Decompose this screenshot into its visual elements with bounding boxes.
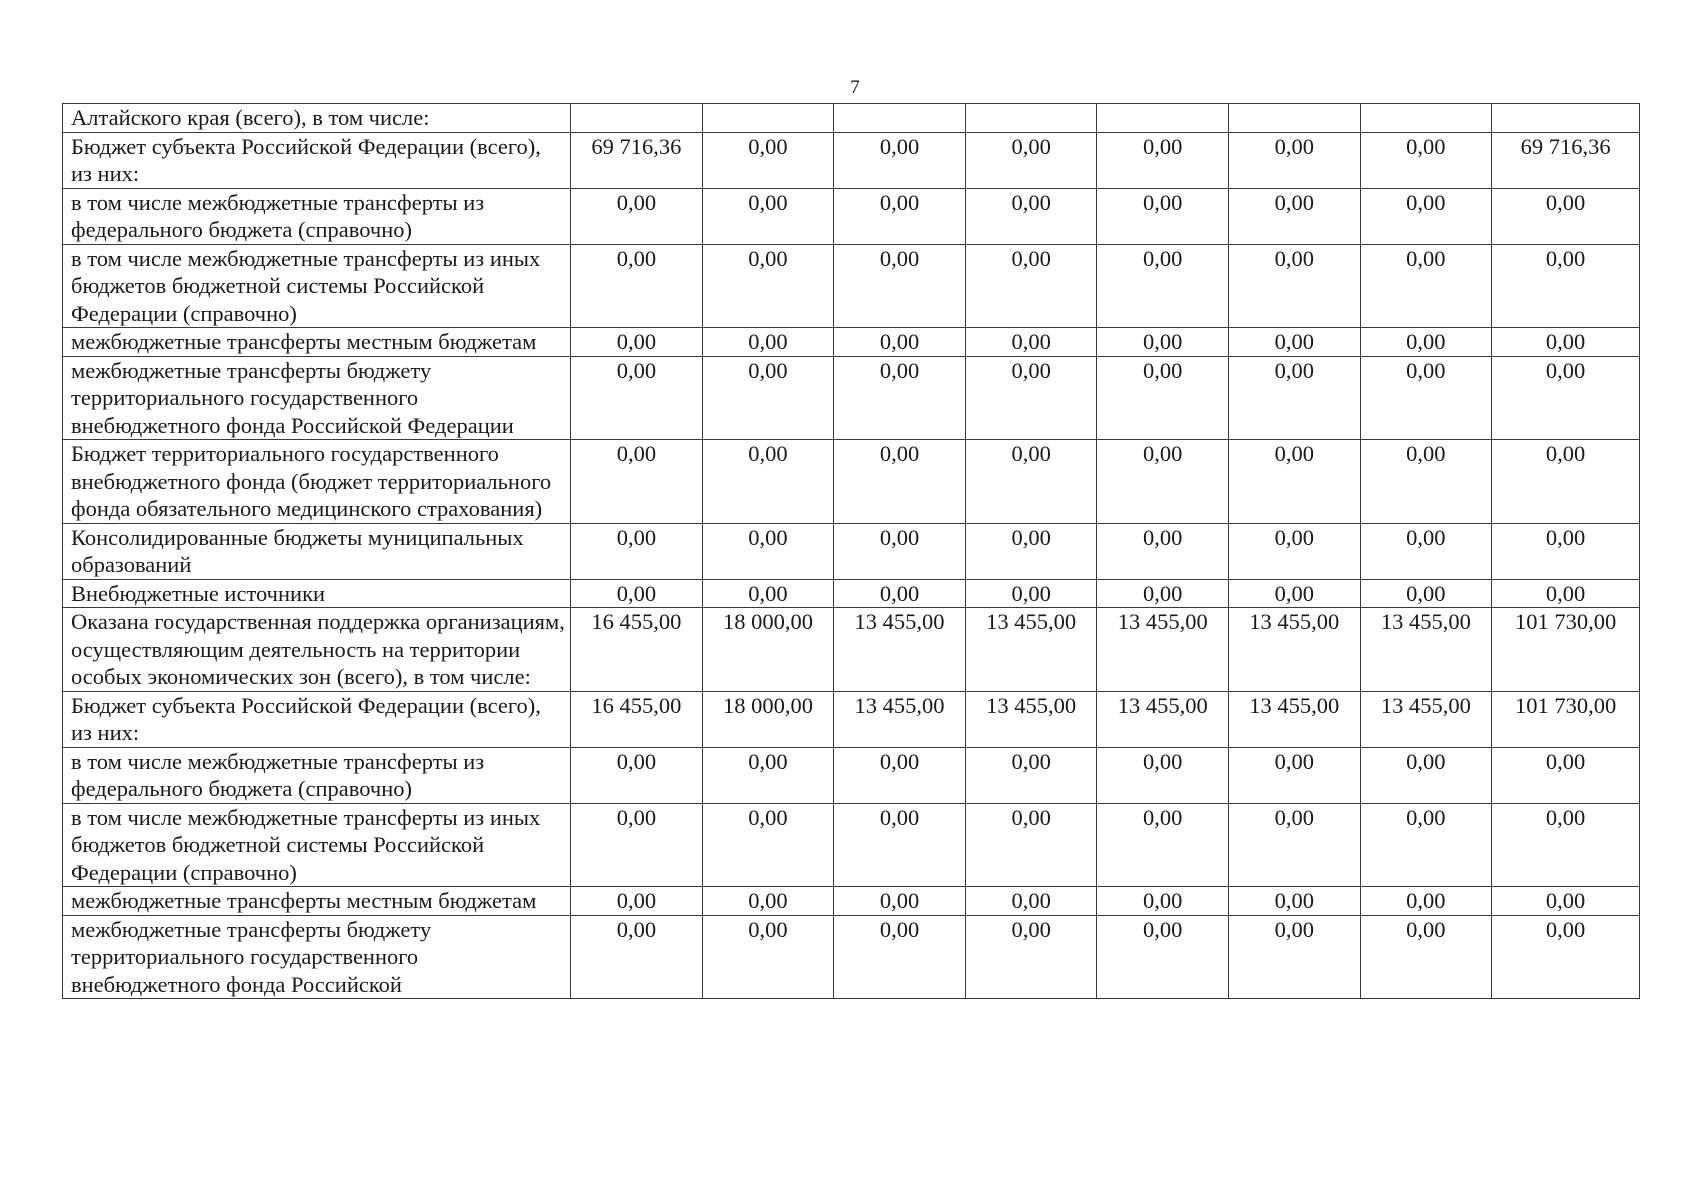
value-cell: 0,00 bbox=[1229, 803, 1361, 887]
value-cell: 0,00 bbox=[1097, 579, 1229, 608]
value-cell: 0,00 bbox=[1360, 188, 1492, 244]
row-label: в том числе межбюджетные трансферты из федерального бюджета (справочно) bbox=[63, 747, 571, 803]
row-label: межбюджетные трансферты местным бюджетам bbox=[63, 328, 571, 357]
value-cell bbox=[702, 104, 834, 133]
table-row bbox=[63, 691, 1640, 747]
value-cell: 0,00 bbox=[702, 356, 834, 440]
value-cell: 0,00 bbox=[1097, 132, 1229, 188]
value-cell: 13 455,00 bbox=[1360, 691, 1492, 747]
value-cell: 18 000,00 bbox=[702, 608, 834, 692]
value-cell: 0,00 bbox=[571, 523, 703, 579]
value-cell: 0,00 bbox=[702, 803, 834, 887]
value-cell: 13 455,00 bbox=[1229, 608, 1361, 692]
value-cell: 0,00 bbox=[1229, 328, 1361, 357]
total-value-cell: 0,00 bbox=[1492, 188, 1640, 244]
table-row bbox=[63, 132, 1640, 188]
value-cell: 0,00 bbox=[1229, 887, 1361, 916]
value-cell: 0,00 bbox=[571, 887, 703, 916]
value-cell bbox=[1097, 104, 1229, 133]
row-label: Бюджет субъекта Российской Федерации (всего), из них: bbox=[63, 691, 571, 747]
value-cell: 0,00 bbox=[965, 803, 1097, 887]
value-cell: 0,00 bbox=[965, 523, 1097, 579]
value-cell: 0,00 bbox=[1360, 328, 1492, 357]
value-cell: 13 455,00 bbox=[1097, 608, 1229, 692]
value-cell: 0,00 bbox=[1360, 523, 1492, 579]
value-cell: 0,00 bbox=[1229, 356, 1361, 440]
budget-table bbox=[62, 103, 1640, 999]
value-cell: 0,00 bbox=[834, 803, 966, 887]
table-row bbox=[63, 104, 1640, 133]
value-cell: 0,00 bbox=[702, 244, 834, 328]
row-label: межбюджетные трансферты бюджету территориального государственного внебюджетного фонда Российской Федерации bbox=[63, 356, 571, 440]
value-cell: 0,00 bbox=[702, 747, 834, 803]
value-cell: 0,00 bbox=[965, 887, 1097, 916]
value-cell: 13 455,00 bbox=[834, 608, 966, 692]
row-label: Консолидированные бюджеты муниципальных образований bbox=[63, 523, 571, 579]
value-cell: 0,00 bbox=[965, 915, 1097, 999]
total-value-cell: 0,00 bbox=[1492, 887, 1640, 916]
value-cell: 0,00 bbox=[834, 132, 966, 188]
value-cell: 69 716,36 bbox=[571, 132, 703, 188]
total-value-cell: 0,00 bbox=[1492, 244, 1640, 328]
total-value-cell: 0,00 bbox=[1492, 440, 1640, 524]
total-value-cell: 0,00 bbox=[1492, 915, 1640, 999]
total-value-cell: 0,00 bbox=[1492, 579, 1640, 608]
value-cell: 0,00 bbox=[1229, 132, 1361, 188]
value-cell: 0,00 bbox=[702, 440, 834, 524]
value-cell bbox=[965, 104, 1097, 133]
value-cell: 0,00 bbox=[1229, 440, 1361, 524]
value-cell: 13 455,00 bbox=[1229, 691, 1361, 747]
table-row bbox=[63, 579, 1640, 608]
value-cell: 16 455,00 bbox=[571, 691, 703, 747]
row-label: Бюджет территориального государственного внебюджетного фонда (бюджет территориального фонда обязательного медицинского страхования) bbox=[63, 440, 571, 524]
row-label: в том числе межбюджетные трансферты из иных бюджетов бюджетной системы Российской Федерации (справочно) bbox=[63, 803, 571, 887]
value-cell: 13 455,00 bbox=[965, 608, 1097, 692]
row-label: межбюджетные трансферты бюджету территориального государственного внебюджетного фонда Российской bbox=[63, 915, 571, 999]
value-cell: 0,00 bbox=[965, 244, 1097, 328]
value-cell: 0,00 bbox=[1097, 887, 1229, 916]
row-label: Бюджет субъекта Российской Федерации (всего), из них: bbox=[63, 132, 571, 188]
value-cell: 0,00 bbox=[1229, 188, 1361, 244]
total-value-cell: 0,00 bbox=[1492, 523, 1640, 579]
total-value-cell: 69 716,36 bbox=[1492, 132, 1640, 188]
value-cell: 0,00 bbox=[1229, 747, 1361, 803]
value-cell: 0,00 bbox=[834, 356, 966, 440]
value-cell: 0,00 bbox=[834, 244, 966, 328]
value-cell: 18 000,00 bbox=[702, 691, 834, 747]
value-cell: 0,00 bbox=[702, 887, 834, 916]
value-cell: 0,00 bbox=[571, 356, 703, 440]
value-cell: 0,00 bbox=[571, 803, 703, 887]
value-cell: 0,00 bbox=[834, 328, 966, 357]
value-cell bbox=[1360, 104, 1492, 133]
table-row bbox=[63, 188, 1640, 244]
row-label: Оказана государственная поддержка организациям, осуществляющим деятельность на территории особых экономических зон (всего), в том числе: bbox=[63, 608, 571, 692]
value-cell: 0,00 bbox=[1097, 747, 1229, 803]
row-label: в том числе межбюджетные трансферты из федерального бюджета (справочно) bbox=[63, 188, 571, 244]
total-value-cell: 101 730,00 bbox=[1492, 608, 1640, 692]
row-label: в том числе межбюджетные трансферты из иных бюджетов бюджетной системы Российской Федерации (справочно) bbox=[63, 244, 571, 328]
total-value-cell: 0,00 bbox=[1492, 328, 1640, 357]
value-cell: 0,00 bbox=[702, 579, 834, 608]
value-cell: 0,00 bbox=[1097, 188, 1229, 244]
table-row bbox=[63, 356, 1640, 440]
value-cell: 0,00 bbox=[1097, 440, 1229, 524]
table-row bbox=[63, 803, 1640, 887]
value-cell: 0,00 bbox=[1097, 356, 1229, 440]
value-cell: 0,00 bbox=[571, 440, 703, 524]
value-cell: 0,00 bbox=[1097, 803, 1229, 887]
table-body bbox=[63, 104, 1640, 999]
value-cell: 0,00 bbox=[1360, 244, 1492, 328]
row-label: Внебюджетные источники bbox=[63, 579, 571, 608]
table-row bbox=[63, 887, 1640, 916]
total-value-cell bbox=[1492, 104, 1640, 133]
value-cell: 0,00 bbox=[834, 747, 966, 803]
value-cell: 0,00 bbox=[1097, 328, 1229, 357]
value-cell: 0,00 bbox=[702, 915, 834, 999]
value-cell: 13 455,00 bbox=[1097, 691, 1229, 747]
value-cell: 13 455,00 bbox=[965, 691, 1097, 747]
table-row bbox=[63, 440, 1640, 524]
value-cell: 0,00 bbox=[834, 887, 966, 916]
value-cell: 0,00 bbox=[1229, 244, 1361, 328]
value-cell: 0,00 bbox=[965, 328, 1097, 357]
page-number: 7 bbox=[850, 77, 860, 98]
value-cell: 0,00 bbox=[1360, 132, 1492, 188]
value-cell: 0,00 bbox=[965, 747, 1097, 803]
value-cell: 0,00 bbox=[1097, 523, 1229, 579]
value-cell: 0,00 bbox=[834, 523, 966, 579]
value-cell: 0,00 bbox=[1360, 915, 1492, 999]
value-cell: 0,00 bbox=[571, 747, 703, 803]
value-cell bbox=[571, 104, 703, 133]
value-cell: 0,00 bbox=[1360, 356, 1492, 440]
value-cell: 0,00 bbox=[965, 132, 1097, 188]
value-cell: 0,00 bbox=[965, 579, 1097, 608]
value-cell: 0,00 bbox=[1360, 747, 1492, 803]
value-cell: 0,00 bbox=[702, 188, 834, 244]
value-cell: 0,00 bbox=[965, 188, 1097, 244]
value-cell: 0,00 bbox=[1097, 244, 1229, 328]
value-cell: 0,00 bbox=[834, 188, 966, 244]
value-cell: 0,00 bbox=[1360, 803, 1492, 887]
value-cell: 16 455,00 bbox=[571, 608, 703, 692]
table-row bbox=[63, 244, 1640, 328]
value-cell: 0,00 bbox=[1360, 887, 1492, 916]
row-label: Алтайского края (всего), в том числе: bbox=[63, 104, 571, 133]
row-label: межбюджетные трансферты местным бюджетам bbox=[63, 887, 571, 916]
total-value-cell: 101 730,00 bbox=[1492, 691, 1640, 747]
total-value-cell: 0,00 bbox=[1492, 803, 1640, 887]
value-cell: 0,00 bbox=[965, 440, 1097, 524]
value-cell: 13 455,00 bbox=[834, 691, 966, 747]
value-cell: 0,00 bbox=[571, 244, 703, 328]
value-cell: 0,00 bbox=[1229, 523, 1361, 579]
value-cell: 0,00 bbox=[571, 328, 703, 357]
value-cell: 0,00 bbox=[965, 356, 1097, 440]
value-cell: 0,00 bbox=[571, 579, 703, 608]
value-cell: 0,00 bbox=[702, 132, 834, 188]
value-cell: 0,00 bbox=[702, 328, 834, 357]
value-cell: 0,00 bbox=[571, 188, 703, 244]
table-row bbox=[63, 328, 1640, 357]
table-row bbox=[63, 747, 1640, 803]
value-cell: 0,00 bbox=[834, 440, 966, 524]
value-cell: 0,00 bbox=[834, 579, 966, 608]
table-row bbox=[63, 523, 1640, 579]
table-row bbox=[63, 608, 1640, 692]
value-cell: 0,00 bbox=[1360, 440, 1492, 524]
table-row bbox=[63, 915, 1640, 999]
value-cell: 0,00 bbox=[1097, 915, 1229, 999]
value-cell: 0,00 bbox=[1229, 579, 1361, 608]
value-cell: 0,00 bbox=[702, 523, 834, 579]
total-value-cell: 0,00 bbox=[1492, 356, 1640, 440]
value-cell: 0,00 bbox=[1360, 579, 1492, 608]
value-cell bbox=[1229, 104, 1361, 133]
value-cell: 0,00 bbox=[571, 915, 703, 999]
value-cell: 0,00 bbox=[834, 915, 966, 999]
value-cell: 0,00 bbox=[1229, 915, 1361, 999]
total-value-cell: 0,00 bbox=[1492, 747, 1640, 803]
value-cell: 13 455,00 bbox=[1360, 608, 1492, 692]
value-cell bbox=[834, 104, 966, 133]
